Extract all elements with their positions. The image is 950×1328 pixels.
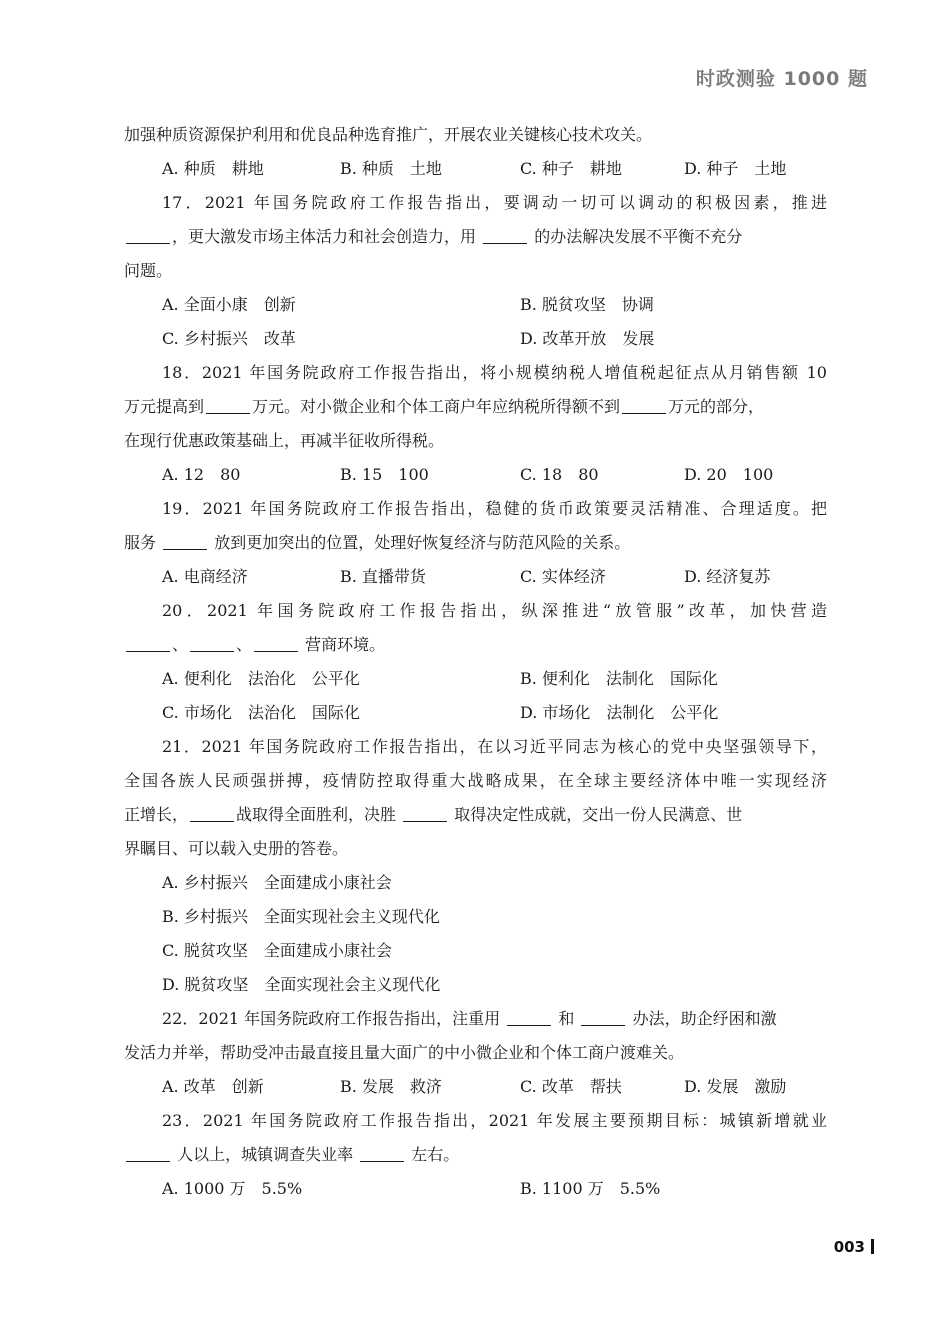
- q17-options-row2: [124, 322, 827, 356]
- q17-stem-line2: ，更大激发市场主体活力和社会创造力，用 的办法解决发展不平衡不充分: [124, 220, 827, 254]
- q17-option-d[interactable]: D. 改革开放 发展: [520, 329, 655, 348]
- q17-options-row1: [124, 288, 827, 322]
- q18-stem-line3: 在现行优惠政策基础上，再减半征收所得税。: [124, 431, 445, 450]
- answer-blank: [403, 820, 447, 822]
- page-number-bar: [871, 1239, 874, 1254]
- q16-option-d[interactable]: D. 种子 土地: [684, 159, 787, 178]
- q22-option-a[interactable]: A. 改革 创新: [162, 1077, 264, 1096]
- q19-stem-line1: 19．2021 年国务院政府工作报告指出，稳健的货币政策要灵活精准、合理适度。把: [162, 499, 827, 518]
- answer-blank: [190, 650, 234, 652]
- q19-option-b[interactable]: B. 直播带货: [340, 567, 426, 586]
- q23-options-row1: [124, 1172, 827, 1206]
- answer-blank: [483, 242, 527, 244]
- q21-option-b[interactable]: B. 乡村振兴 全面实现社会主义现代化: [162, 907, 440, 926]
- q18-options: [124, 458, 827, 492]
- q18-option-d[interactable]: D. 20 100: [684, 465, 774, 484]
- q22-option-d[interactable]: D. 发展 激励: [684, 1077, 787, 1096]
- q21-option-d[interactable]: D. 脱贫攻坚 全面实现社会主义现代化: [162, 975, 441, 994]
- q20-stem-line2: 、 、 营商环境。: [124, 628, 827, 662]
- q20-options-row1: [124, 662, 827, 696]
- answer-blank: [163, 548, 207, 550]
- q21-stem-line1: 21．2021 年国务院政府工作报告指出，在以习近平同志为核心的党中央坚强领导下，: [162, 737, 827, 756]
- q22-option-b[interactable]: B. 发展 救济: [340, 1077, 442, 1096]
- q19-option-d[interactable]: D. 经济复苏: [684, 567, 771, 586]
- q21-option-a[interactable]: A. 乡村振兴 全面建成小康社会: [162, 873, 392, 892]
- answer-blank: [206, 412, 250, 414]
- q18-option-b[interactable]: B. 15 100: [340, 465, 429, 484]
- q23-option-b[interactable]: B. 1100 万 5.5%: [520, 1179, 661, 1198]
- q18-stem-line2: 万元提高到 万元。对小微企业和个体工商户年应纳税所得额不到 万元的部分，: [124, 397, 765, 416]
- q16-option-a[interactable]: A. 种质 耕地: [162, 159, 264, 178]
- book-title-header: 时政测验 1000 题: [695, 68, 868, 90]
- question-list: [124, 118, 827, 1206]
- q20-option-c[interactable]: C. 市场化 法治化 国际化: [162, 703, 360, 722]
- answer-blank: [126, 650, 170, 652]
- q22-stem-line2: 发活力并举，帮助受冲击最直接且量大面广的中小微企业和个体工商户渡难关。: [124, 1043, 685, 1062]
- answer-blank: [254, 650, 298, 652]
- q17-option-c[interactable]: C. 乡村振兴 改革: [162, 329, 296, 348]
- q23-stem-line1: 23．2021 年国务院政府工作报告指出，2021 年发展主要预期目标：城镇新增就业: [162, 1111, 827, 1130]
- intro-line: 加强种质资源保护利用和优良品种选育推广，开展农业关键核心技术攻关。: [124, 125, 653, 144]
- q19-options: [124, 560, 827, 594]
- q23-stem-line2: 人以上，城镇调查失业率 左右。: [124, 1138, 827, 1172]
- q16-options: [124, 152, 827, 186]
- q22-options: [124, 1070, 827, 1104]
- q23-option-a[interactable]: A. 1000 万 5.5%: [162, 1179, 303, 1198]
- q21-option-c[interactable]: C. 脱贫攻坚 全面建成小康社会: [162, 941, 392, 960]
- q21-stem-line4: 界瞩目、可以载入史册的答卷。: [124, 839, 349, 858]
- q20-stem-line1: 20．2021 年国务院政府工作报告指出，纵深推进“放管服”改革，加快营造: [162, 601, 827, 620]
- q18-option-a[interactable]: A. 12 80: [162, 465, 241, 484]
- answer-blank: [581, 1024, 625, 1026]
- q16-option-c[interactable]: C. 种子 耕地: [520, 159, 622, 178]
- q22-option-c[interactable]: C. 改革 帮扶: [520, 1077, 622, 1096]
- q17-stem-line1: 17．2021 年国务院政府工作报告指出，要调动一切可以调动的积极因素，推进: [162, 193, 827, 212]
- q22-stem-line1: 22．2021 年国务院政府工作报告指出，注重用 和 办法，助企纾困和激: [162, 1009, 777, 1028]
- q20-option-a[interactable]: A. 便利化 法治化 公平化: [162, 669, 360, 688]
- q18-stem-line1: 18．2021 年国务院政府工作报告指出，将小规模纳税人增值税起征点从月销售额 10: [162, 363, 827, 382]
- q21-stem-line2: 全国各族人民顽强拼搏，疫情防控取得重大战略成果，在全球主要经济体中唯一实现经济: [124, 771, 827, 790]
- q21-stem-line3: 正增长， 战取得全面胜利，决胜 取得决定性成就，交出一份人民满意、世: [124, 805, 743, 824]
- q20-options-row2: [124, 696, 827, 730]
- q17-option-a[interactable]: A. 全面小康 创新: [162, 295, 296, 314]
- q20-option-b[interactable]: B. 便利化 法制化 国际化: [520, 669, 718, 688]
- q18-option-c[interactable]: C. 18 80: [520, 465, 599, 484]
- answer-blank: [360, 1160, 404, 1162]
- page-number-text: 003: [833, 1238, 865, 1256]
- answer-blank: [190, 820, 234, 822]
- answer-blank: [126, 1160, 170, 1162]
- q19-stem-line2: 服务 放到更加突出的位置，处理好恢复经济与防范风险的关系。: [124, 533, 631, 552]
- q19-option-a[interactable]: A. 电商经济: [162, 567, 248, 586]
- answer-blank: [126, 242, 170, 244]
- answer-blank: [507, 1024, 551, 1026]
- q20-option-d[interactable]: D. 市场化 法制化 公平化: [520, 703, 719, 722]
- page-number: [834, 1238, 874, 1256]
- q19-option-c[interactable]: C. 实体经济: [520, 567, 606, 586]
- q17-stem-line3: 问题。: [124, 261, 173, 280]
- q17-option-b[interactable]: B. 脱贫攻坚 协调: [520, 295, 654, 314]
- answer-blank: [622, 412, 666, 414]
- q16-option-b[interactable]: B. 种质 土地: [340, 159, 442, 178]
